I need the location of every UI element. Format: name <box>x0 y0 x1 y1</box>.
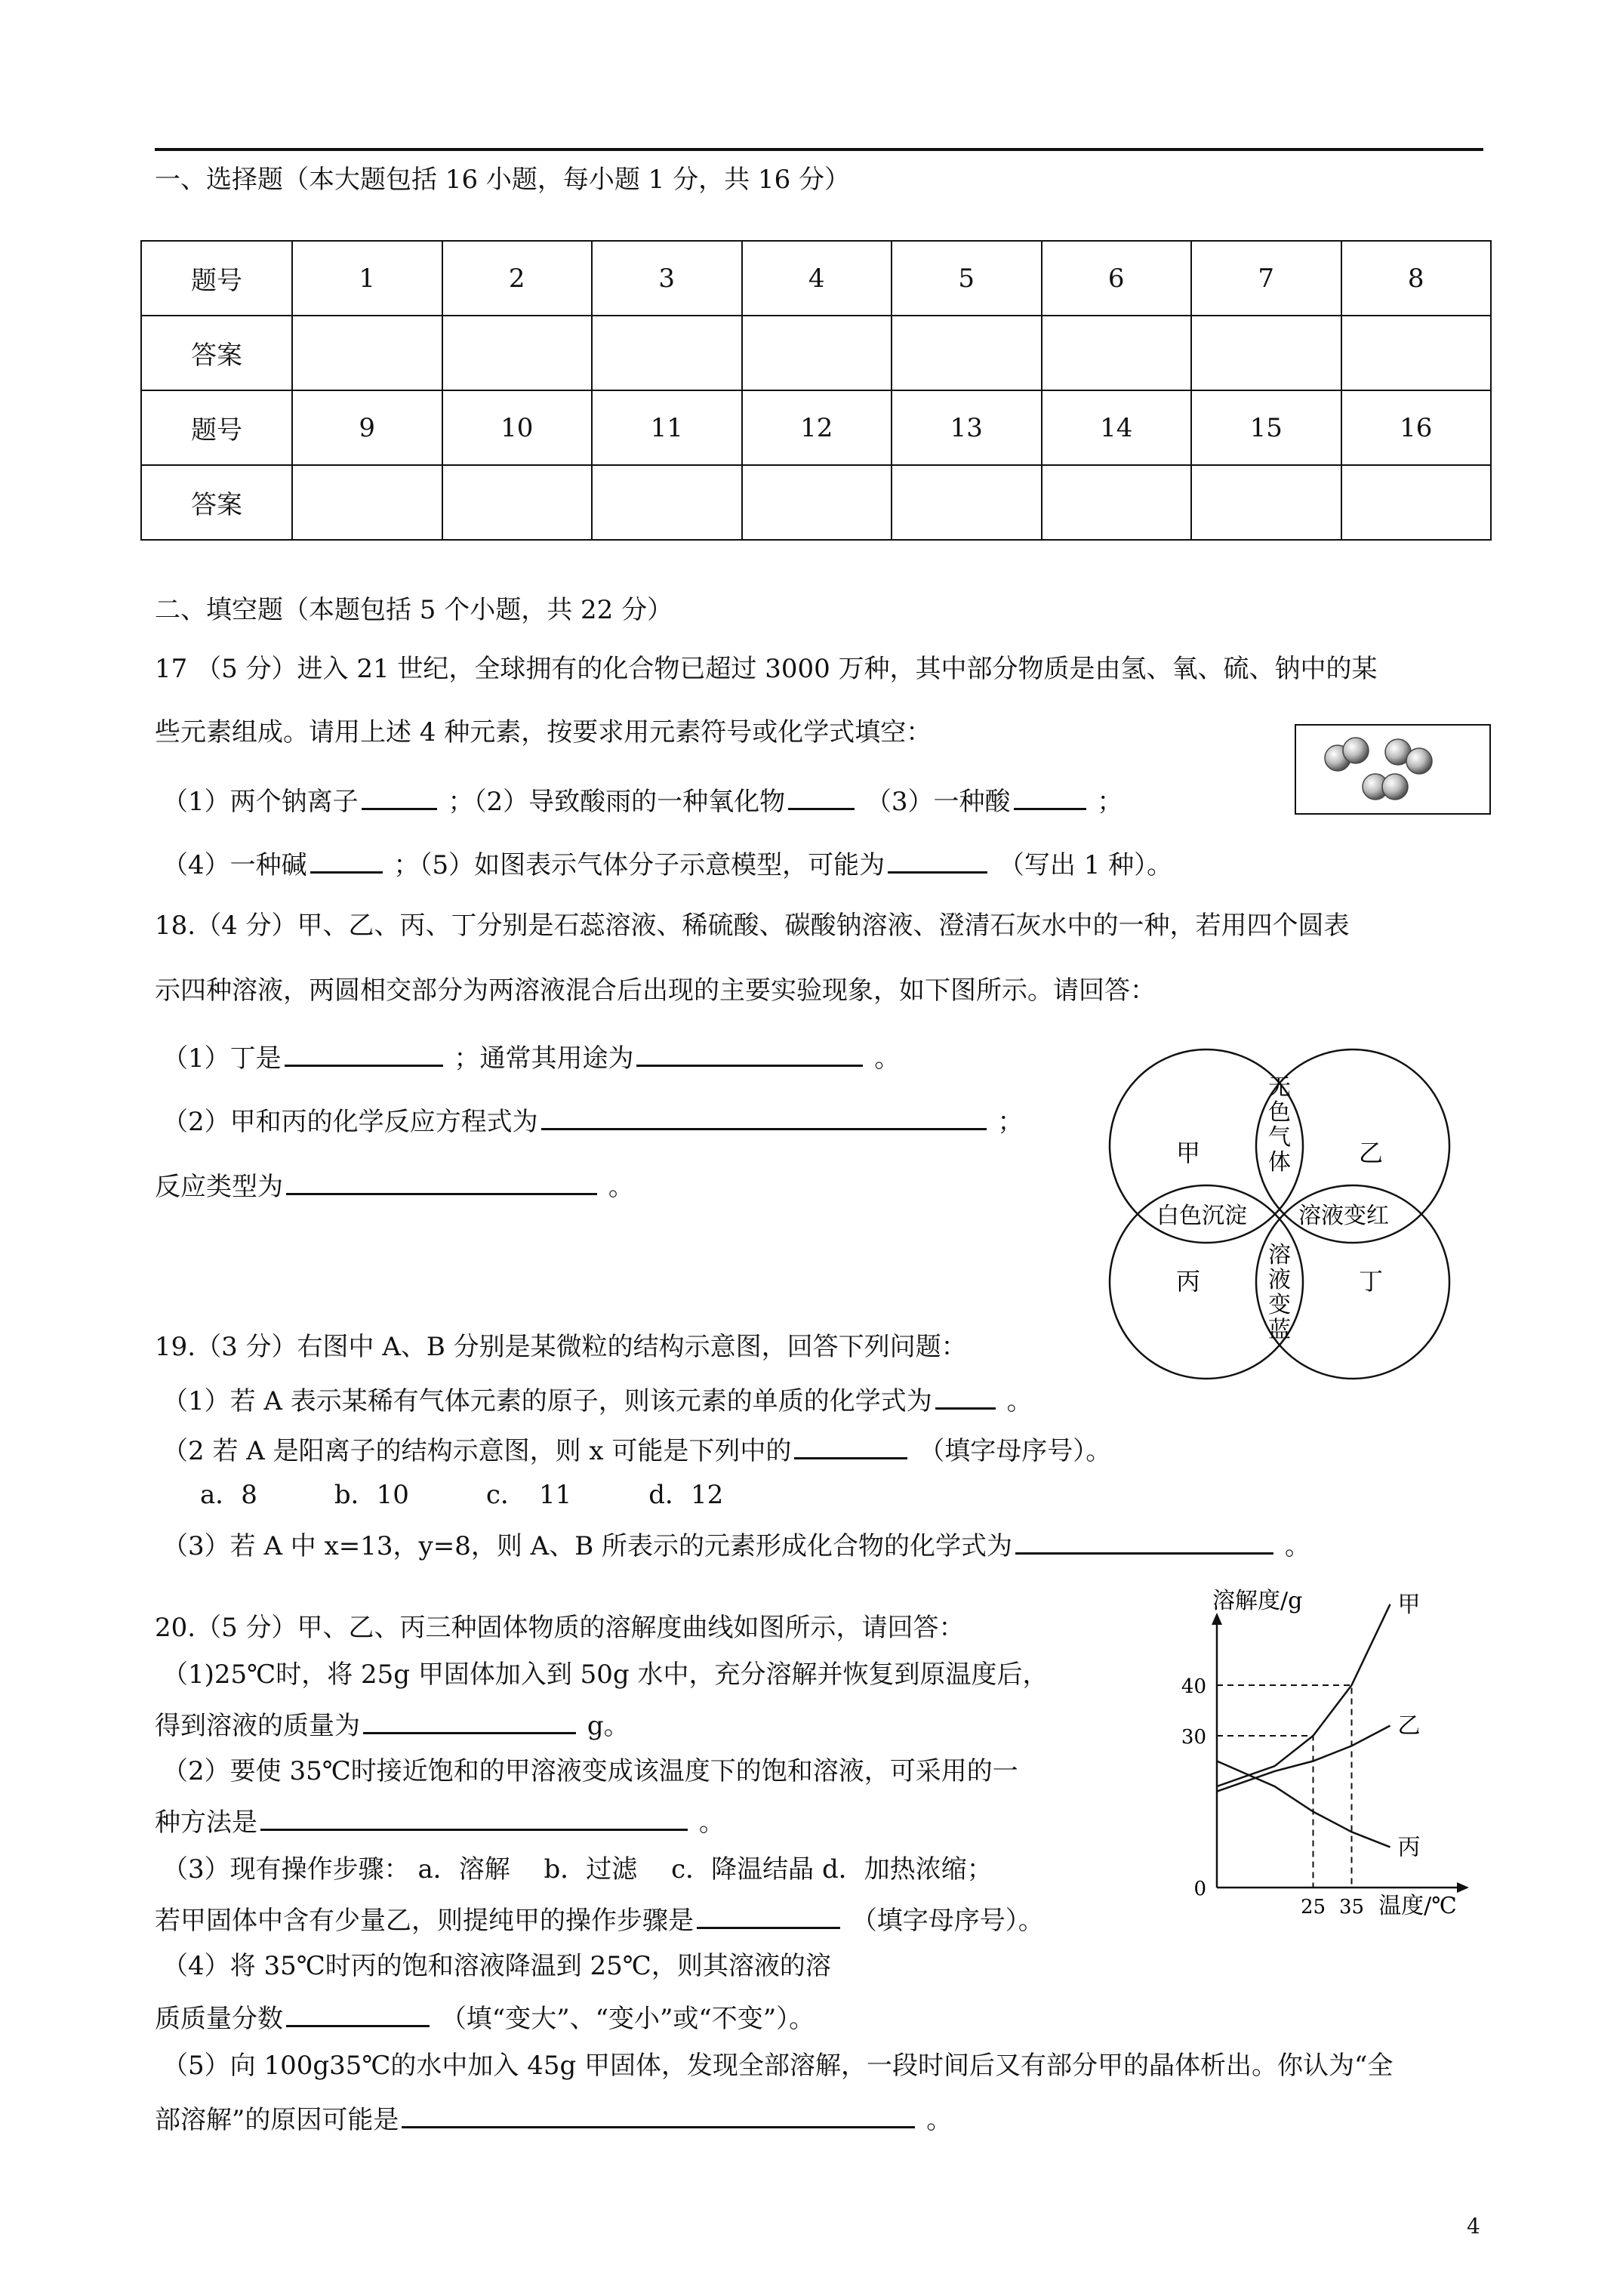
question-number: 5 <box>892 241 1042 316</box>
q18-line2: 示四种溶液，两圆相交部分为两溶液混合后出现的主要实验现象，如下图所示。请回答： <box>155 975 1156 1006</box>
molecule-atom <box>1382 774 1408 800</box>
answer-cell[interactable] <box>892 316 1042 390</box>
question-number: 7 <box>1191 241 1341 316</box>
q18-part1: （1）丁是 ；通常其用途为 。 <box>162 1039 900 1075</box>
chart-series-group <box>1217 1604 1390 1848</box>
question-number: 16 <box>1341 390 1492 465</box>
answer-blank[interactable] <box>541 1102 987 1130</box>
table-row <box>141 241 1491 316</box>
question-number: 2 <box>442 241 593 316</box>
page-number: 4 <box>1467 2214 1480 2239</box>
x-tick-label: 25 <box>1300 1896 1326 1918</box>
table-row <box>141 390 1491 465</box>
table-row <box>141 316 1491 390</box>
venn-label-jia: 甲 <box>1176 1139 1201 1167</box>
y-tick-label: 30 <box>1181 1726 1206 1749</box>
q20-part1b: 得到溶液的质量为 g。 <box>155 1706 630 1743</box>
answer-cell[interactable] <box>592 316 742 390</box>
answer-cell[interactable] <box>1042 316 1192 390</box>
overlap-char: 气 <box>1268 1124 1291 1151</box>
answer-blank[interactable] <box>1014 782 1086 810</box>
q19-part1: （1）若 A 表示某稀有气体元素的原子，则该元素的单质的化学式为 。 <box>162 1382 1033 1418</box>
answer-cell[interactable] <box>292 465 442 540</box>
x-axis-arrow <box>1457 1882 1469 1893</box>
answer-blank[interactable] <box>285 1039 443 1067</box>
question-number: 8 <box>1341 241 1492 316</box>
answer-blank[interactable] <box>697 1901 840 1929</box>
answer-cell[interactable] <box>1341 465 1492 540</box>
series-label: 丙 <box>1397 1834 1421 1861</box>
answer-blank[interactable] <box>402 2100 915 2128</box>
series-line <box>1217 1604 1390 1786</box>
question-number: 11 <box>592 390 742 465</box>
overlap-left-label: 白色沉淀 <box>1156 1203 1247 1229</box>
overlap-char: 无 <box>1268 1074 1291 1101</box>
gas-molecule-model <box>1294 723 1492 815</box>
chart-reference-lines <box>1217 1685 1352 1888</box>
overlap-char: 体 <box>1268 1149 1291 1176</box>
q20-part3a: （3）现有操作步骤： a．溶解 b．过滤 c．降温结晶 d．加热浓缩； <box>162 1854 993 1885</box>
q17-parts-4-5: （4）一种碱 ；（5）如图表示气体分子示意模型，可能为 （写出 1 种）。 <box>162 846 1172 882</box>
section2-title: 二、填空题（本题包括 5 个小题，共 22 分） <box>155 595 673 625</box>
reference-dashed-line <box>1217 1736 1313 1888</box>
y-tick-label: 0 <box>1193 1878 1206 1900</box>
q19-part3: （3）若 A 中 x=13，y=8，则 A、B 所表示的元素形成化合物的化学式为 。 <box>162 1527 1310 1563</box>
overlap-right-label: 溶液变红 <box>1298 1203 1389 1229</box>
q17-line1: 17 （5 分）进入 21 世纪，全球拥有的化合物已超过 3000 万种，其中部分物质是由氢、氧、硫、钠中的某 <box>155 654 1378 684</box>
question-number: 14 <box>1042 390 1192 465</box>
venn-label-yi: 乙 <box>1359 1139 1384 1167</box>
answer-blank[interactable] <box>362 782 437 810</box>
answer-table <box>140 240 1492 541</box>
q19-part2: （2 若 A 是阳离子的结构示意图，则 x 可能是下列中的 （填字母序号）。 <box>162 1432 1111 1468</box>
question-number: 6 <box>1042 241 1192 316</box>
question-number: 9 <box>292 390 442 465</box>
answer-blank[interactable] <box>788 782 855 810</box>
answer-cell[interactable] <box>1191 316 1341 390</box>
y-tick-label: 40 <box>1181 1675 1206 1698</box>
answer-blank[interactable] <box>286 1999 430 2027</box>
answer-cell[interactable] <box>742 316 892 390</box>
q17-line2: 些元素组成。请用上述 4 种元素，按要求用元素符号或化学式填空： <box>155 717 932 747</box>
solubility-chart <box>1132 1586 1480 1933</box>
table-head-label: 题号 <box>141 241 292 316</box>
table-answer-label: 答案 <box>141 316 292 390</box>
q20-part5a: （5）向 100g35℃的水中加入 45g 甲固体，发现全部溶解，一段时间后又有部分甲的晶体析出。你认为“全 <box>162 2051 1394 2081</box>
q18-part2: （2）甲和丙的化学反应方程式为 ； <box>162 1102 1023 1139</box>
reference-dashed-line <box>1217 1685 1352 1888</box>
series-label: 乙 <box>1397 1712 1421 1740</box>
overlap-char: 变 <box>1268 1292 1291 1318</box>
q20-part5b: 部溶解”的原因可能是 。 <box>155 2100 952 2137</box>
question-number: 12 <box>742 390 892 465</box>
question-number: 4 <box>742 241 892 316</box>
overlap-char: 液 <box>1268 1267 1291 1293</box>
section1-title: 一、选择题（本大题包括 16 小题，每小题 1 分，共 16 分） <box>155 165 851 195</box>
answer-blank[interactable] <box>1015 1527 1273 1555</box>
molecule-atom <box>1343 738 1369 763</box>
q19-line1: 19.（3 分）右图中 A、B 分别是某微粒的结构示意图，回答下列问题： <box>155 1332 967 1362</box>
answer-cell[interactable] <box>892 465 1042 540</box>
q20-part3b: 若甲固体中含有少量乙，则提纯甲的操作步骤是 （填字母序号）。 <box>155 1901 1044 1937</box>
answer-cell[interactable] <box>1341 316 1492 390</box>
series-line <box>1217 1761 1390 1848</box>
answer-cell[interactable] <box>1042 465 1192 540</box>
table-answer-label: 答案 <box>141 465 292 540</box>
venn-label-ding: 丁 <box>1359 1267 1384 1296</box>
q17-parts-1-3: （1）两个钠离子 ；（2）导致酸雨的一种氧化物 （3）一种酸 ； <box>162 782 1123 818</box>
question-number: 15 <box>1191 390 1341 465</box>
answer-cell[interactable] <box>442 316 593 390</box>
chart-labels <box>1181 1588 1457 1919</box>
answer-blank[interactable] <box>260 1803 688 1831</box>
question-number: 10 <box>442 390 593 465</box>
answer-cell[interactable] <box>1191 465 1341 540</box>
venn-label-bing: 丙 <box>1176 1267 1201 1296</box>
x-axis-title: 温度/℃ <box>1378 1893 1457 1919</box>
y-axis-title: 溶解度/g <box>1212 1588 1303 1614</box>
overlap-char: 色 <box>1268 1099 1291 1126</box>
answer-blank[interactable] <box>363 1706 576 1734</box>
q18-line1: 18.（4 分）甲、乙、丙、丁分别是石蕊溶液、稀硫酸、碳酸钠溶液、澄清石灰水中的一种，若用四个圆表 <box>155 911 1350 941</box>
q20-part4b: 质质量分数 （填“变大”、“变小”或“不变”）。 <box>155 1999 815 2036</box>
q20-part4a: （4）将 35℃时丙的饱和溶液降温到 25℃，则其溶液的溶 <box>162 1951 831 1981</box>
header-rule <box>155 148 1483 151</box>
answer-blank[interactable] <box>888 846 987 874</box>
answer-cell[interactable] <box>292 316 442 390</box>
answer-cell[interactable] <box>742 465 892 540</box>
answer-cell[interactable] <box>592 465 742 540</box>
series-label: 甲 <box>1397 1591 1421 1618</box>
question-number: 3 <box>592 241 742 316</box>
venn-diagram <box>1087 1034 1480 1397</box>
y-axis-arrow <box>1212 1613 1222 1625</box>
answer-blank[interactable] <box>794 1432 907 1459</box>
answer-blank[interactable] <box>310 846 383 874</box>
question-number: 13 <box>892 390 1042 465</box>
answer-cell[interactable] <box>442 465 593 540</box>
overlap-char: 蓝 <box>1268 1317 1291 1343</box>
q20-part1a: （1)25℃时，将 25g 甲固体加入到 50g 水中，充分溶解并恢复到原温度后， <box>162 1660 1049 1690</box>
q18-part3: 反应类型为 。 <box>155 1167 634 1203</box>
answer-blank[interactable] <box>636 1039 863 1067</box>
q20-line1: 20.（5 分）甲、乙、丙三种固体物质的溶解度曲线如图所示，请回答： <box>155 1613 965 1643</box>
q19-options: a．8 b．10 c． 11 d．12 <box>200 1480 724 1510</box>
answer-blank[interactable] <box>286 1167 597 1195</box>
q20-part2a: （2）要使 35℃时接近饱和的甲溶液变成该温度下的饱和溶液，可采用的一 <box>162 1756 1018 1786</box>
overlap-char: 溶 <box>1268 1242 1291 1268</box>
table-row <box>141 465 1491 540</box>
table-head-label: 题号 <box>141 390 292 465</box>
x-tick-label: 35 <box>1338 1896 1365 1918</box>
chart-axes <box>1212 1613 1469 1893</box>
answer-blank[interactable] <box>935 1382 996 1410</box>
molecule-atom <box>1406 748 1432 774</box>
q20-part2b: 种方法是 。 <box>155 1803 725 1839</box>
question-number: 1 <box>292 241 442 316</box>
